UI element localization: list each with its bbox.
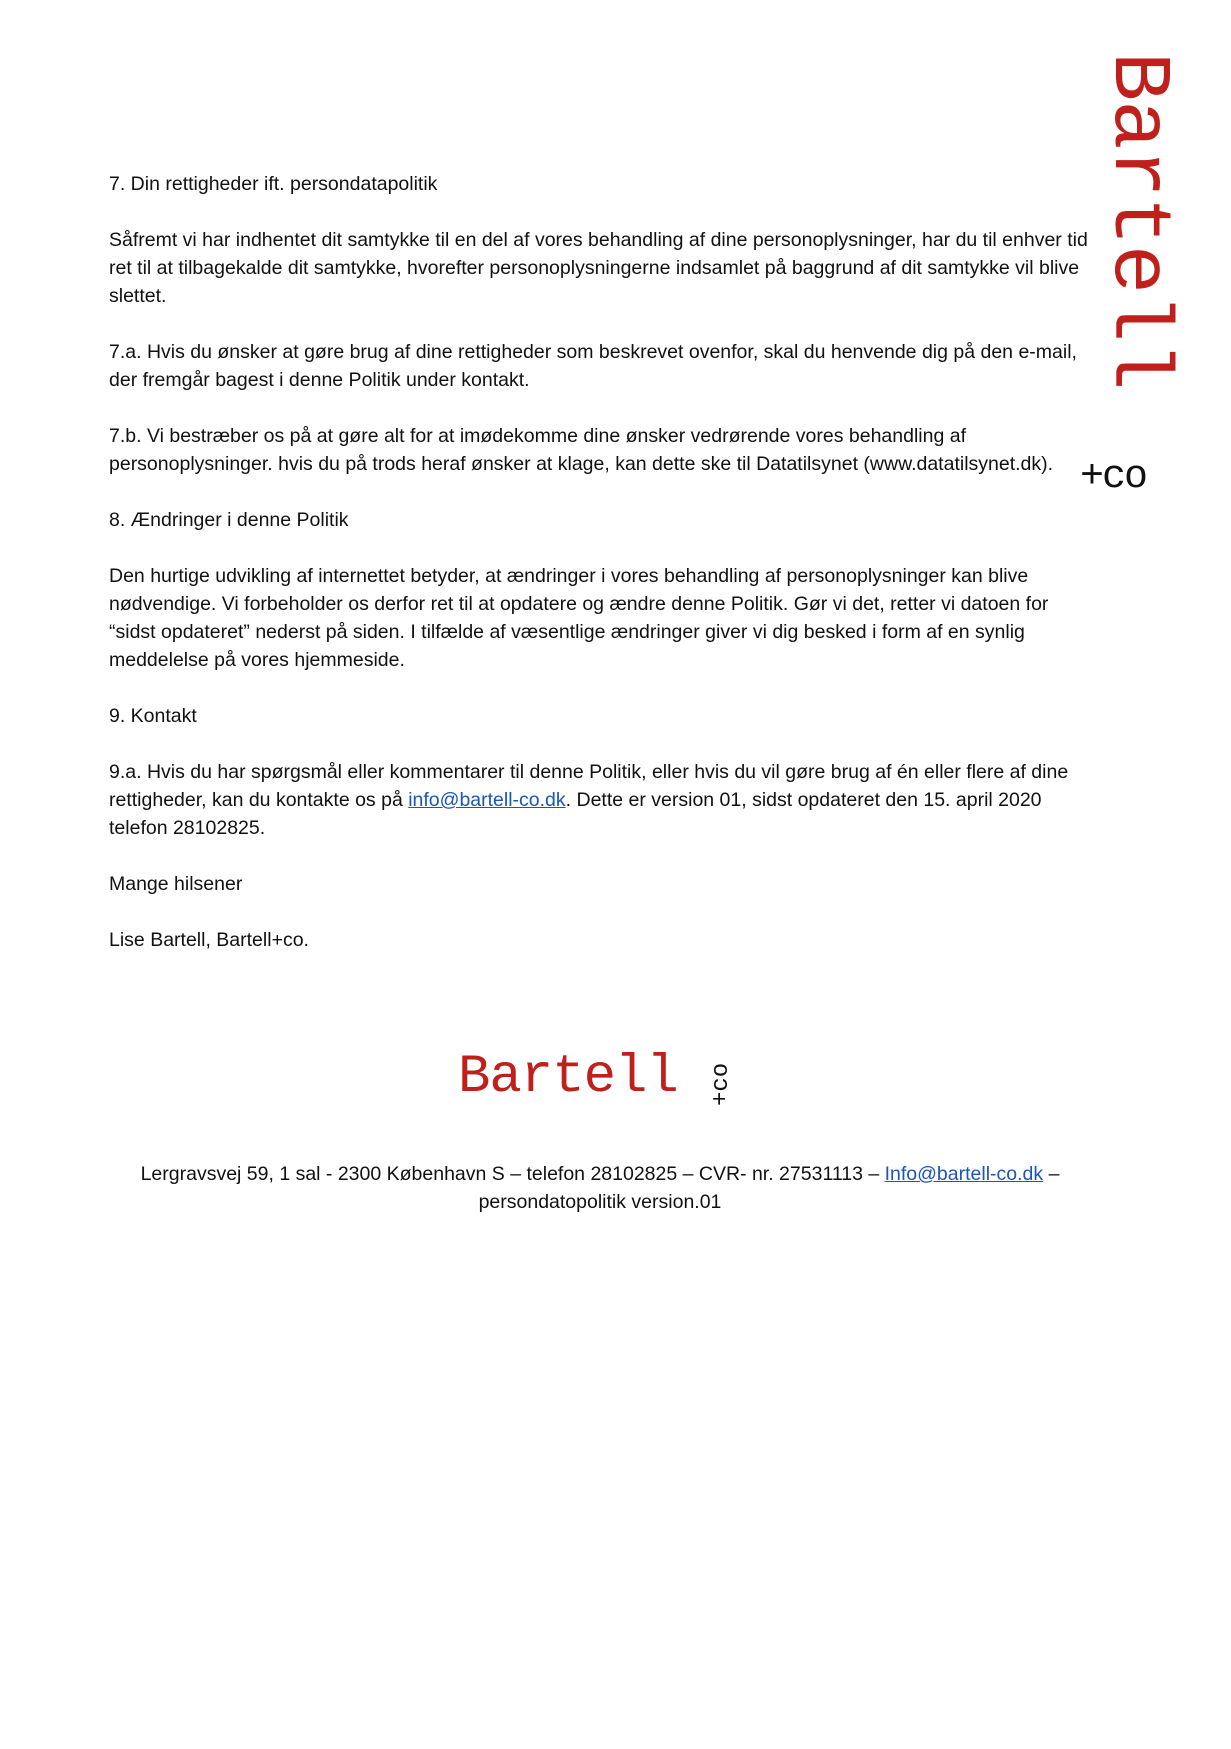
footer-line-2: persondatopolitik version.01 — [478, 1191, 722, 1213]
greeting: Mange hilsener — [109, 873, 243, 895]
section-7-paragraph-1: Såfremt vi har indhentet dit samtykke til en del af vores behandling af dine personoplysninger, har du til enhver tid ret til at tilbagekalde dit samtykke, hvorefter personoplysningerne indsamlet på baggrund af dit samtykke vil blive slettet. — [109, 229, 1088, 307]
brand-logo-word: Bartell — [458, 1047, 678, 1108]
section-9a-text-end: . Dette er version 01, sidst opdateret den 15. april 2020 telefon 28102825. — [109, 789, 1042, 839]
section-9-heading: 9. Kontakt — [109, 705, 197, 727]
section-7b-paragraph: 7.b. Vi bestræber os på at gøre alt for at imødekomme dine ønsker vedrørende vores behandling af personoplysninger. hvis du på trods heraf ønsker at klage, kan dette ske til Datatilsynet (www.datatilsynet.dk). — [109, 425, 1054, 475]
footer-address: Lergravsvej 59, 1 sal - 2300 København S – telefon 28102825 – CVR- nr. 27531113 – — [140, 1163, 885, 1185]
brand-logo-word: Bartell — [1091, 52, 1184, 390]
section-9a-text-start: 9.a. Hvis du har spørgsmål eller kommentarer til denne Politik, eller hvis du vil gøre brug af én eller flere af dine rettigheder, kan du kontakte os på — [109, 761, 1069, 811]
signature: Lise Bartell, Bartell+co. — [109, 929, 309, 951]
section-8-heading: 8. Ændringer i denne Politik — [109, 509, 349, 531]
section-8-paragraph: Den hurtige udvikling af internettet betyder, at ændringer i vores behandling af personoplysninger kan blive nødvendige. Vi forbeholder os derfor ret til at opdatere og ændre denne Politik. Gør vi det, retter vi datoen for “sidst opdateret” nederst på siden. I tilfælde af væsentlige ændringer giver vi dig besked i form af en synlig meddelelse på vores hjemmeside. — [109, 565, 1049, 671]
section-7-heading: 7. Din rettigheder ift. persondatapolitik — [109, 173, 438, 195]
document-body — [109, 170, 1099, 982]
footer-dash: – — [1043, 1163, 1060, 1185]
section-7a-paragraph: 7.a. Hvis du ønsker at gøre brug af dine rettigheder som beskrevet ovenfor, skal du henvende dig på den e-mail, der fremgår bagest i denne Politik under kontakt. — [109, 341, 1077, 391]
brand-logo-horizontal — [458, 1048, 758, 1118]
footer-email-link[interactable]: Info@bartell-co.dk — [884, 1163, 1044, 1185]
footer-line-1 — [60, 1160, 1140, 1188]
section-9a-paragraph — [109, 758, 1099, 842]
contact-email-link[interactable]: info@bartell-co.dk — [408, 789, 566, 811]
brand-logo-suffix: +co — [708, 1062, 735, 1106]
brand-logo-suffix: +co — [1080, 455, 1147, 500]
page-footer — [60, 1160, 1140, 1216]
